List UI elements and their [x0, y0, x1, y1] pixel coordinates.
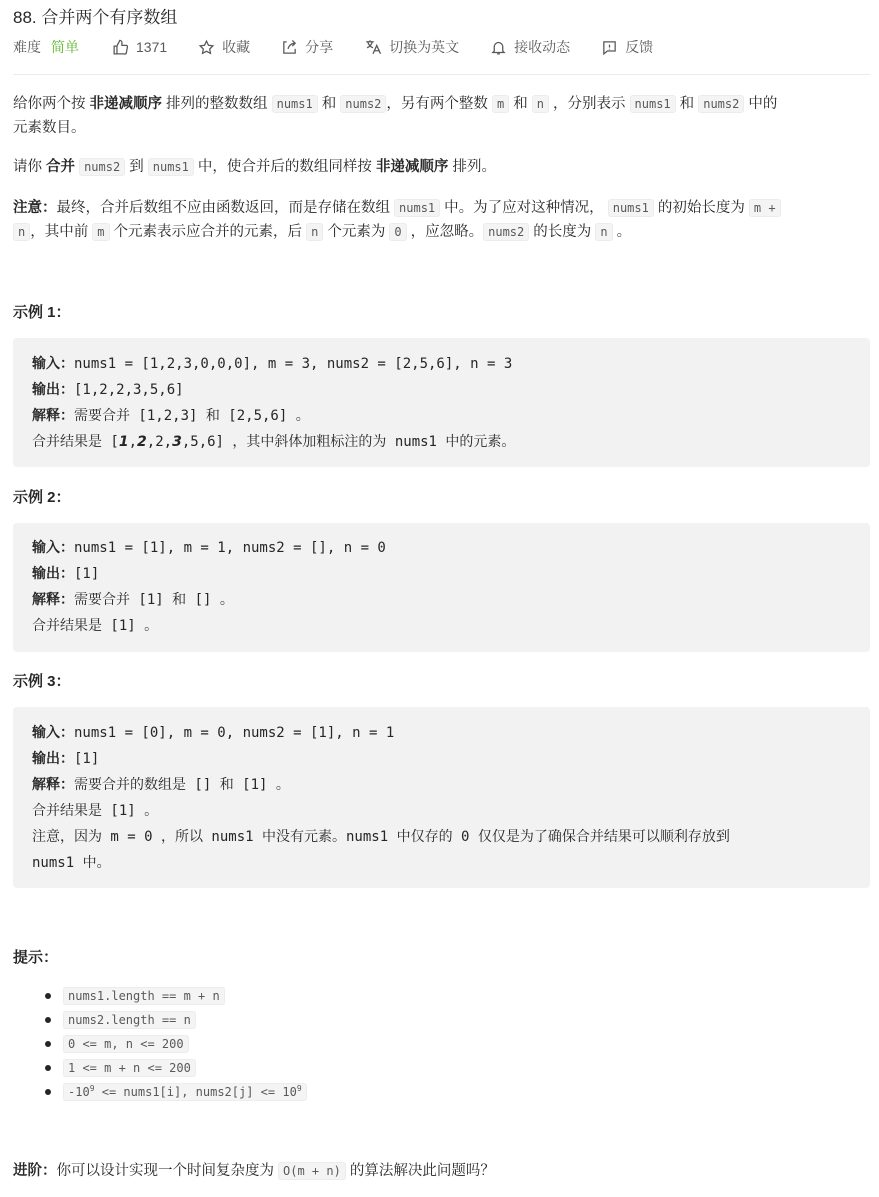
text: 最终，合并后数组不应由函数返回，而是存储在数组 — [56, 200, 395, 216]
example-2-result-line: 合并结果是 [1] 。 — [32, 618, 159, 634]
output-value: [1,2,2,3,5,6] — [74, 382, 184, 398]
inline-code: nums2 — [340, 95, 386, 113]
text: ,5,6] ，其中斜体加粗标注的为 nums1 中的元素。 — [181, 434, 516, 450]
example-3-heading: 示例 3： — [13, 673, 71, 690]
inline-code: m + — [749, 199, 781, 217]
example-3-block — [13, 707, 870, 888]
favorite-label: 收藏 — [222, 39, 251, 55]
output-value: [1] — [74, 751, 100, 767]
example-1-explanation — [32, 403, 310, 429]
example-1-output — [32, 377, 184, 403]
text: 中。为了应对这种情况， — [440, 200, 608, 216]
problem-meta-bar — [13, 37, 684, 57]
input-value: nums1 = [1], m = 1, nums2 = [], n = 0 — [74, 540, 386, 556]
text: ，其中前 — [30, 224, 93, 240]
note-label: 注意： — [13, 200, 57, 216]
list-item — [13, 1008, 307, 1032]
text: ，应忽略。 — [406, 224, 484, 240]
feedback-icon — [601, 39, 618, 56]
divider — [13, 74, 870, 75]
bold-italic-text: 1 — [118, 434, 129, 450]
inline-code: 0 <= m, n <= 200 — [63, 1035, 189, 1053]
inline-code: nums1.length == m + n — [63, 987, 225, 1005]
favorite-button[interactable] — [198, 37, 250, 57]
inline-code — [63, 1083, 307, 1101]
bold-text: 合并 — [46, 159, 76, 175]
text: 到 — [125, 159, 148, 175]
explanation-label: 解释： — [32, 777, 74, 793]
input-label: 输入： — [32, 540, 74, 556]
bell-icon — [490, 39, 507, 56]
notify-label: 接收动态 — [514, 39, 571, 55]
input-label: 输入： — [32, 356, 74, 372]
inline-code: nums2 — [483, 223, 529, 241]
example-3-explanation — [32, 772, 290, 798]
example-1-heading: 示例 1： — [13, 304, 71, 321]
description-paragraph-1 — [13, 92, 870, 140]
inline-code: n — [595, 223, 612, 241]
inline-code: n — [306, 223, 323, 241]
example-2-input — [32, 535, 386, 561]
star-icon — [198, 39, 215, 56]
list-item — [13, 1080, 307, 1104]
output-label: 输出： — [32, 751, 74, 767]
explanation-text: 需要合并的数组是 [] 和 [1] 。 — [74, 777, 290, 793]
inline-code: n — [13, 223, 30, 241]
text: 个元素表示应合并的元素，后 — [109, 224, 307, 240]
text: ，分别表示 — [548, 96, 630, 112]
example-3-result-line: 合并结果是 [1] 。 — [32, 803, 159, 819]
example-2-explanation — [32, 587, 234, 613]
inline-code: nums1 — [630, 95, 676, 113]
list-item — [13, 1032, 307, 1056]
like-count: 1371 — [136, 39, 168, 55]
inline-code: n — [532, 95, 549, 113]
text: 和 — [317, 96, 341, 112]
switch-language-label: 切换为英文 — [389, 39, 460, 55]
text: 请你 — [13, 159, 47, 175]
text: 。 — [612, 224, 632, 240]
hints-heading: 提示： — [13, 949, 59, 966]
list-item — [13, 1056, 307, 1080]
explanation-text: 需要合并 [1,2,3] 和 [2,5,6] 。 — [74, 408, 310, 424]
example-2-heading: 示例 2： — [13, 489, 71, 506]
advanced-question — [13, 1159, 870, 1183]
text: 排列的整数数组 — [162, 96, 272, 112]
share-button[interactable] — [281, 37, 333, 57]
example-3-note-line: 注意，因为 m = 0 ，所以 nums1 中没有元素。nums1 中仅存的 0 仅仅是为了确保合并结果可以顺利存放到 — [32, 829, 730, 845]
feedback-button[interactable] — [601, 37, 653, 57]
text: 给你两个按 — [13, 96, 90, 112]
inline-code: nums1 — [148, 158, 194, 176]
output-value: [1] — [74, 566, 100, 582]
example-1-result-line — [32, 429, 515, 455]
translate-icon — [364, 38, 382, 56]
difficulty-badge: 简单 — [51, 39, 79, 55]
list-item — [13, 984, 307, 1008]
text: 你可以设计实现一个时间复杂度为 — [56, 1163, 279, 1179]
inline-code: 0 — [389, 223, 406, 241]
input-label: 输入： — [32, 725, 74, 741]
inline-code: nums1 — [394, 199, 440, 217]
inline-code: nums2 — [79, 158, 125, 176]
inline-code: m — [92, 223, 109, 241]
thumbs-up-icon — [112, 39, 129, 56]
bold-text: 非递减顺序 — [89, 96, 163, 112]
example-3-output — [32, 746, 99, 772]
text: 排列。 — [448, 159, 496, 175]
description-note — [13, 196, 870, 244]
inline-code: nums2.length == n — [63, 1011, 196, 1029]
example-2-output — [32, 561, 99, 587]
text: 元素数目。 — [13, 120, 86, 136]
text: -10 — [68, 1085, 90, 1099]
text: ,2, — [146, 434, 173, 450]
inline-code: nums2 — [698, 95, 744, 113]
difficulty-label: 难度 — [13, 39, 41, 55]
share-icon — [281, 39, 298, 56]
explanation-text: 需要合并 [1] 和 [] 。 — [74, 592, 234, 608]
bold-italic-text: 3 — [172, 434, 182, 450]
share-label: 分享 — [305, 39, 334, 55]
output-label: 输出： — [32, 382, 74, 398]
inline-code: O(m + n) — [278, 1162, 346, 1180]
bold-italic-text: 2 — [137, 434, 147, 450]
input-value: nums1 = [0], m = 0, nums2 = [1], n = 1 — [74, 725, 395, 741]
inline-code: nums1 — [272, 95, 318, 113]
inline-code: nums1 — [608, 199, 654, 217]
text: 和 — [675, 96, 699, 112]
superscript: 9 — [296, 1084, 302, 1093]
example-1-block — [13, 338, 870, 467]
bold-text: 非递减顺序 — [375, 159, 449, 175]
text: 的初始长度为 — [653, 200, 749, 216]
advanced-label: 进阶： — [13, 1163, 57, 1179]
text: 合并结果是 [ — [32, 434, 119, 450]
example-2-block — [13, 523, 870, 652]
input-value: nums1 = [1,2,3,0,0,0], m = 3, nums2 = [2,5,6], n = 3 — [74, 356, 513, 372]
hints-list — [13, 984, 307, 1104]
description-paragraph-2 — [13, 155, 870, 179]
inline-code: 1 <= m + n <= 200 — [63, 1059, 196, 1077]
text: 的长度为 — [529, 224, 596, 240]
text: 中的 — [744, 96, 778, 112]
text: 个元素为 — [323, 224, 390, 240]
example-3-note-line: nums1 中。 — [32, 855, 111, 871]
superscript: 9 — [89, 1084, 95, 1093]
text: , — [128, 434, 138, 450]
text: ，另有两个整数 — [386, 96, 492, 112]
switch-language-button[interactable] — [364, 37, 459, 57]
example-3-input — [32, 720, 394, 746]
feedback-label: 反馈 — [625, 39, 654, 55]
text: 中，使合并后的数组同样按 — [193, 159, 376, 175]
like-button[interactable] — [112, 39, 167, 56]
text: 的算法解决此问题吗？ — [345, 1163, 495, 1179]
text: 和 — [509, 96, 532, 112]
notify-button[interactable] — [490, 37, 570, 57]
inline-code: m — [492, 95, 509, 113]
text: <= nums1[i], nums2[j] <= 10 — [94, 1085, 297, 1099]
example-1-input — [32, 351, 512, 377]
explanation-label: 解释： — [32, 408, 74, 424]
output-label: 输出： — [32, 566, 74, 582]
problem-title: 88. 合并两个有序数组 — [13, 8, 178, 27]
explanation-label: 解释： — [32, 592, 74, 608]
